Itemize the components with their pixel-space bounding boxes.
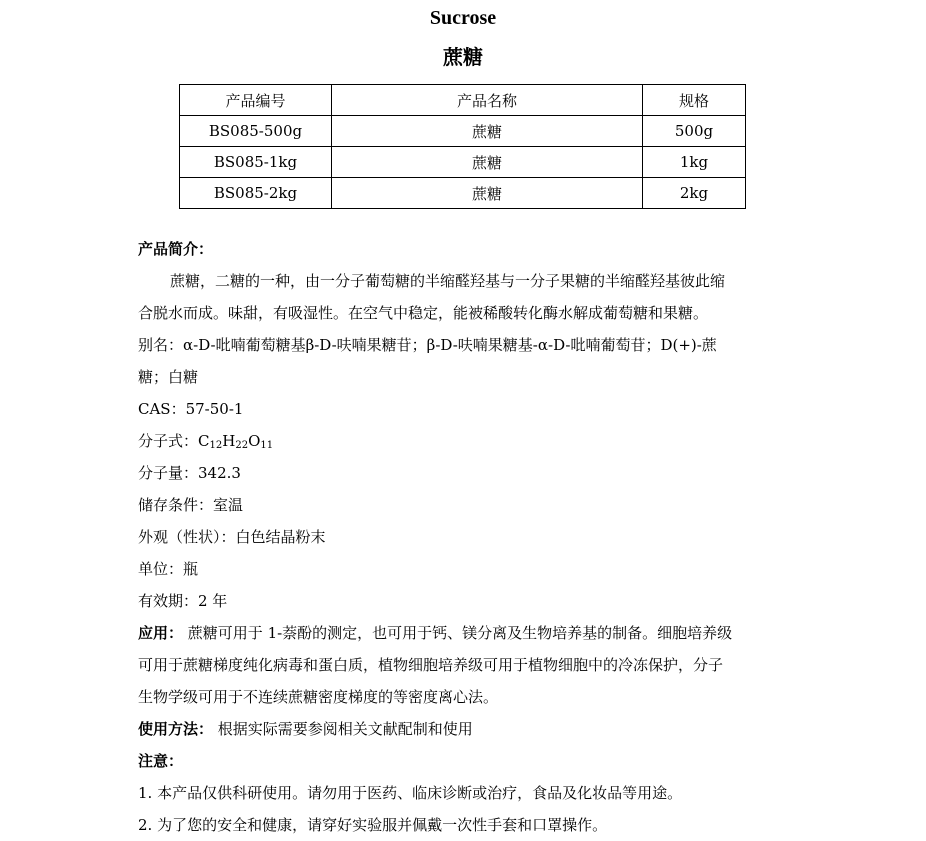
storage-condition: 储存条件：室温 bbox=[138, 496, 244, 514]
unit: 单位：瓶 bbox=[138, 560, 199, 578]
usage-label: 使用方法： bbox=[138, 720, 214, 738]
molecular-formula bbox=[138, 425, 273, 457]
cell-spec: 1kg bbox=[643, 147, 746, 178]
alias-line1: 别名：α-D-吡喃葡萄糖基β-D-呋喃果糖苷；β-D-呋喃果糖基-α-D-吡喃葡萄苷；D(+)-蔗 bbox=[138, 336, 717, 354]
application-text-line1: 蔗糖可用于 1-萘酚的测定，也可用于钙、镁分离及生物培养基的制备。细胞培养级 bbox=[187, 624, 733, 642]
formula-h: H bbox=[222, 432, 236, 450]
table-row bbox=[180, 116, 746, 147]
application-label: 应用： bbox=[138, 624, 184, 642]
application-line1 bbox=[138, 617, 732, 649]
cas-number: CAS：57-50-1 bbox=[138, 400, 244, 418]
product-table bbox=[179, 84, 746, 209]
intro-heading: 产品简介： bbox=[138, 240, 214, 258]
molecular-weight: 分子量：342.3 bbox=[138, 464, 241, 482]
title-english: Sucrose bbox=[429, 7, 497, 29]
cell-name: 蔗糖 bbox=[332, 147, 643, 178]
notes-heading: 注意： bbox=[138, 752, 184, 770]
table-row bbox=[180, 147, 746, 178]
cell-code: BS085-1kg bbox=[180, 147, 332, 178]
alias-line2: 糖；白糖 bbox=[138, 368, 199, 386]
intro-paragraph-line1: 蔗糖，二糖的一种，由一分子葡萄糖的半缩醛羟基与一分子果糖的半缩醛羟基彼此缩 bbox=[170, 272, 726, 290]
cell-name: 蔗糖 bbox=[332, 116, 643, 147]
formula-c: C bbox=[198, 432, 210, 450]
cell-spec: 500g bbox=[643, 116, 746, 147]
formula-label: 分子式： bbox=[138, 432, 199, 450]
table-header-row bbox=[180, 85, 746, 116]
table-row bbox=[180, 178, 746, 209]
validity: 有效期：2 年 bbox=[138, 592, 228, 610]
application-line3: 生物学级可用于不连续蔗糖密度梯度的等密度离心法。 bbox=[138, 688, 499, 706]
header-spec: 规格 bbox=[643, 85, 746, 116]
application-line2: 可用于蔗糖梯度纯化病毒和蛋白质，植物细胞培养级可用于植物细胞中的冷冻保护，分子 bbox=[138, 656, 724, 674]
cell-spec: 2kg bbox=[643, 178, 746, 209]
note-item: 2. 为了您的安全和健康，请穿好实验服并佩戴一次性手套和口罩操作。 bbox=[138, 816, 608, 834]
header-product-name: 产品名称 bbox=[332, 85, 643, 116]
formula-c-count: 12 bbox=[209, 440, 223, 451]
usage-text: 根据实际需要参阅相关文献配制和使用 bbox=[217, 720, 473, 738]
title-chinese: 蔗糖 bbox=[443, 45, 483, 69]
appearance: 外观（性状）：白色结晶粉末 bbox=[138, 528, 326, 546]
cell-code: BS085-500g bbox=[180, 116, 332, 147]
header-product-code: 产品编号 bbox=[180, 85, 332, 116]
note-item: 1. 本产品仅供科研使用。请勿用于医药、临床诊断或治疗，食品及化妆品等用途。 bbox=[138, 784, 683, 802]
formula-o: O bbox=[248, 432, 261, 450]
usage bbox=[138, 713, 473, 745]
formula-h-count: 22 bbox=[235, 440, 249, 451]
intro-paragraph-line2: 合脱水而成。味甜，有吸湿性。在空气中稳定，能被稀酸转化酶水解成葡萄糖和果糖。 bbox=[138, 304, 709, 322]
formula-o-count: 11 bbox=[260, 440, 274, 451]
cell-code: BS085-2kg bbox=[180, 178, 332, 209]
cell-name: 蔗糖 bbox=[332, 178, 643, 209]
